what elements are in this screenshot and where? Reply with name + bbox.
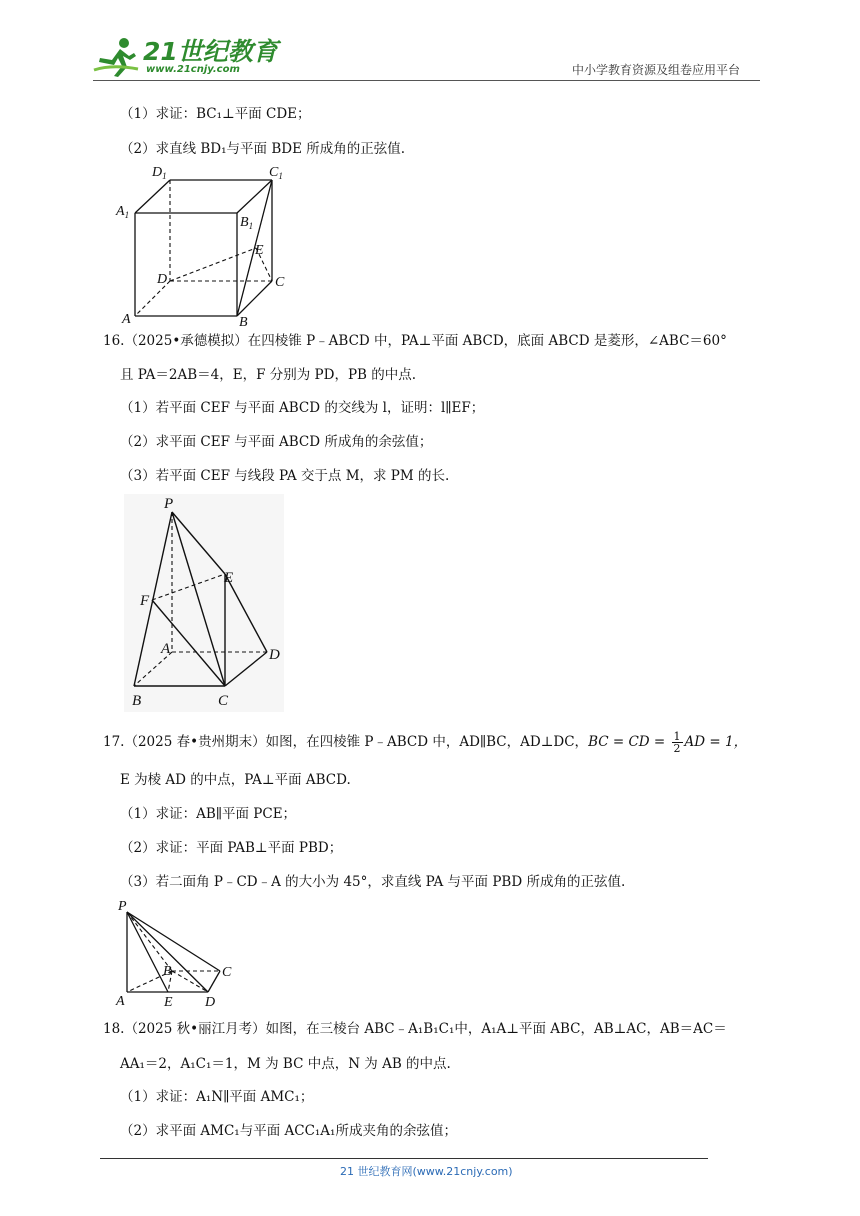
- label-C1: $C_1$: [269, 165, 283, 181]
- footer-rule: [100, 1158, 708, 1159]
- label-A1: $A_1$: [116, 204, 130, 220]
- label-B: B: [163, 964, 172, 979]
- logo-url-text: www.21cnjy.com: [146, 64, 240, 75]
- q17-part3: （3）若二面角 P﹣CD﹣A 的大小为 45°，求直线 PA 与平面 PBD 所成角的正弦值.: [120, 874, 626, 890]
- q18-part2: （2）求平面 AMC₁与平面 ACC₁A₁所成夹角的余弦值；: [120, 1123, 457, 1139]
- q15-cube-figure: [112, 160, 297, 328]
- q17-part2: （2）求证：平面 PAB⊥平面 PBD；: [120, 840, 343, 856]
- header-rule: [93, 80, 760, 81]
- label-C: C: [222, 965, 232, 980]
- label-B1: $B_1$: [240, 215, 254, 231]
- label-B: B: [239, 315, 248, 328]
- label-E: E: [164, 995, 173, 1008]
- q16-part3: （3）若平面 CEF 与线段 PA 交于点 M，求 PM 的长.: [120, 468, 450, 484]
- q17-stem-line2: E 为棱 AD 的中点，PA⊥平面 ABCD.: [120, 772, 351, 788]
- q17-frac-num: 1: [673, 730, 681, 743]
- logo-main-text: 21世纪教育: [143, 37, 278, 66]
- label-D: D: [157, 272, 168, 287]
- q16-part2: （2）求平面 CEF 与平面 ABCD 所成角的余弦值；: [120, 434, 433, 450]
- q17-stem-prefix: 17.（2025 春•贵州期末）如图，在四棱锥 P﹣ABCD 中，AD∥BC，AD⊥DC，: [103, 734, 589, 750]
- label-D: D: [269, 647, 280, 663]
- q18-part1: （1）求证：A₁N∥平面 AMC₁；: [120, 1089, 314, 1105]
- header-right-text: 中小学教育资源及组卷应用平台: [572, 63, 741, 77]
- q16-stem-line2: 且 PA＝2AB＝4，E，F 分别为 PD，PB 的中点.: [120, 367, 417, 383]
- label-D1: $D_1$: [152, 165, 167, 181]
- label-P: P: [164, 496, 174, 512]
- label-A: A: [116, 994, 125, 1008]
- label-A: A: [161, 641, 171, 657]
- q17-stem-line1: [103, 731, 747, 754]
- q17-frac-den: 2: [673, 742, 681, 755]
- label-E: E: [255, 243, 264, 258]
- q18-stem-line2: AA₁＝2，A₁C₁＝1，M 为 BC 中点，N 为 AB 的中点.: [120, 1056, 451, 1072]
- q16-pyramid-figure: [124, 494, 294, 712]
- q17-fraction: [672, 731, 683, 754]
- q17-math-lhs: BC = CD =: [588, 734, 666, 750]
- label-C: C: [218, 693, 229, 709]
- logo-runner-icon: [92, 36, 142, 78]
- label-P: P: [118, 899, 127, 914]
- q16-stem-line1: 16.（2025•承德模拟）在四棱锥 P﹣ABCD 中，PA⊥平面 ABCD，底面 ABCD 是菱形，∠ABC＝60°: [103, 333, 727, 349]
- label-F: F: [140, 593, 150, 609]
- q17-math-rhs: AD = 1，: [684, 734, 748, 750]
- label-C: C: [275, 275, 285, 290]
- label-E: E: [224, 570, 234, 586]
- q16-part1: （1）若平面 CEF 与平面 ABCD 的交线为 l，证明：l∥EF；: [120, 400, 485, 416]
- q15-part2: （2）求直线 BD₁与平面 BDE 所成角的正弦值.: [120, 141, 406, 157]
- footer-text: 21 世纪教育网(www.21cnjy.com): [340, 1165, 513, 1178]
- label-A: A: [122, 312, 131, 327]
- q17-pyramid-figure: [112, 896, 242, 1008]
- q18-stem-line1: 18.（2025 秋•丽江月考）如图，在三棱台 ABC﹣A₁B₁C₁中，A₁A⊥平面 ABC，AB⊥AC，AB＝AC＝: [103, 1021, 727, 1037]
- q15-part1: （1）求证：BC₁⊥平面 CDE；: [120, 106, 311, 122]
- header: [0, 0, 860, 90]
- q17-part1: （1）求证：AB∥平面 PCE；: [120, 806, 297, 822]
- label-D: D: [205, 995, 216, 1008]
- label-B: B: [132, 693, 142, 709]
